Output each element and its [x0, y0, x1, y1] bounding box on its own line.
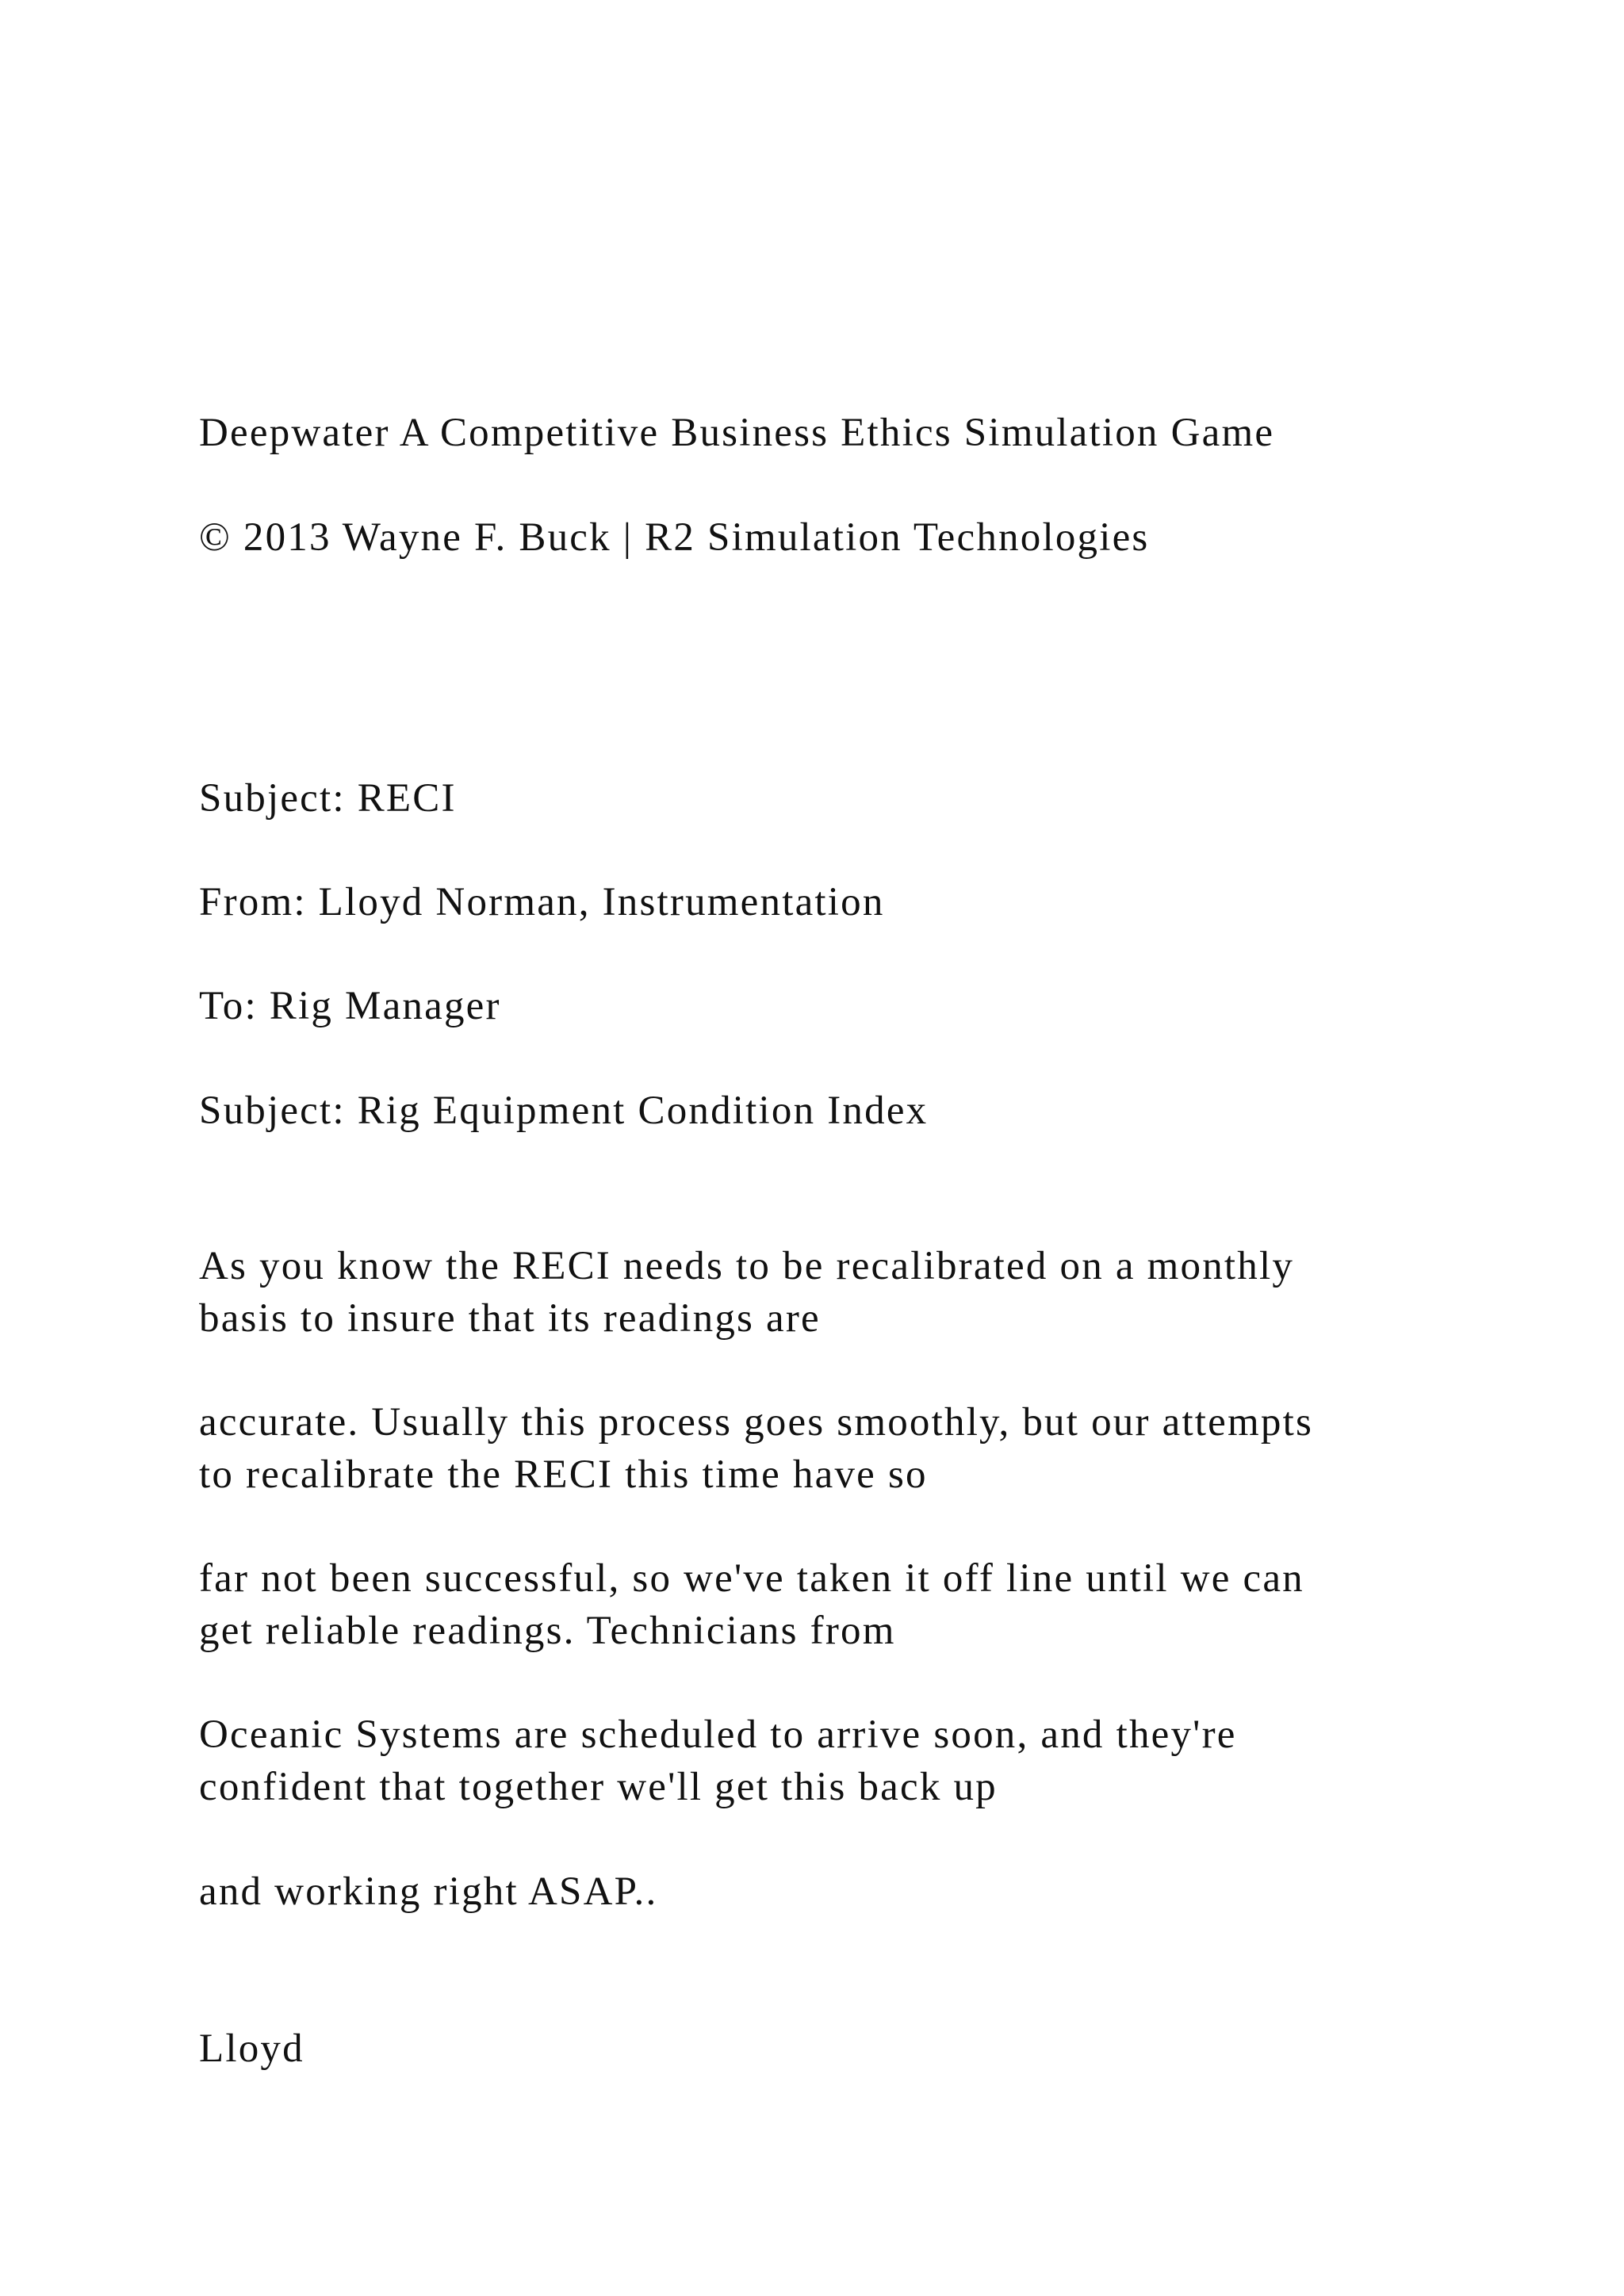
body-line: far not been successful, so we've taken it off line until we can	[199, 1556, 1304, 1601]
body-line: and working right ASAP..	[199, 1869, 658, 1914]
memo-from: From: Lloyd Norman, Instrumentation	[199, 880, 885, 924]
signature: Lloyd	[199, 2026, 304, 2071]
body-line: get reliable readings. Technicians from	[199, 1609, 896, 1653]
memo-subject-label: Subject: RECI	[199, 776, 457, 821]
memo-to: To: Rig Manager	[199, 984, 501, 1028]
body-line: confident that together we'll get this back up	[199, 1765, 998, 1809]
body-line: to recalibrate the RECI this time have so	[199, 1452, 928, 1497]
copyright-line: © 2013 Wayne F. Buck | R2 Simulation Technologies	[199, 515, 1150, 560]
memo-subject: Subject: Rig Equipment Condition Index	[199, 1089, 929, 1133]
body-line: accurate. Usually this process goes smoothly, but our attempts	[199, 1400, 1313, 1445]
body-line: basis to insure that its readings are	[199, 1296, 821, 1341]
body-line: As you know the RECI needs to be recalibrated on a monthly	[199, 1244, 1295, 1288]
body-line: Oceanic Systems are scheduled to arrive soon, and they're	[199, 1712, 1237, 1757]
document-title: Deepwater A Competitive Business Ethics Simulation Game	[199, 411, 1275, 455]
